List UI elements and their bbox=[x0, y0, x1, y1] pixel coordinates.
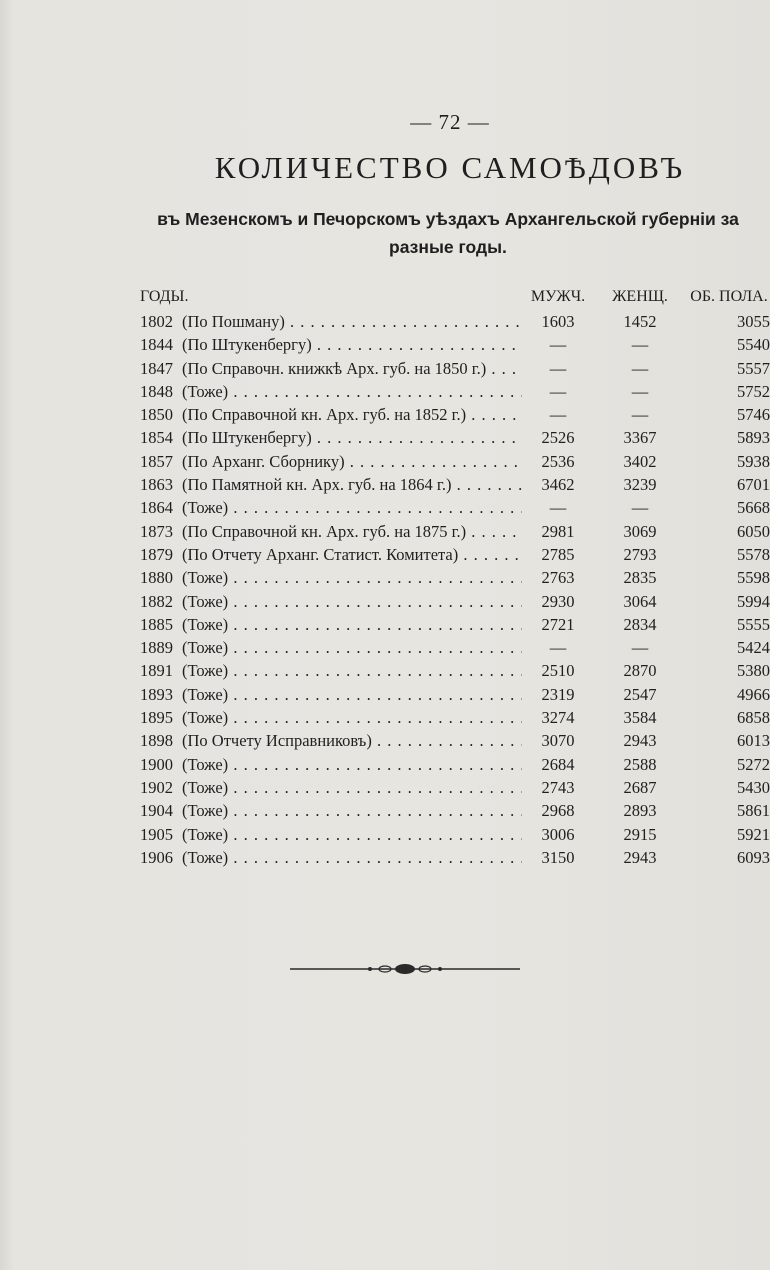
cell-total: 5430 bbox=[737, 777, 770, 797]
cell-women: 2687 bbox=[623, 777, 657, 797]
cell-source: (Тоже) . . . bbox=[182, 496, 522, 519]
cell-men: 2536 bbox=[541, 451, 575, 471]
cell-source: (Тоже) . . . bbox=[182, 566, 522, 589]
table-row bbox=[140, 473, 768, 496]
cell-women: 2915 bbox=[623, 824, 657, 844]
cell-total: 5555 bbox=[737, 614, 770, 634]
cell-total: 5938 bbox=[737, 451, 770, 471]
cell-total: 5994 bbox=[737, 591, 770, 611]
page-subtitle: въ Мезенскомъ и Печорскомъ уѣздахъ Архангельской губерніи за разные годы. bbox=[157, 209, 739, 257]
table-row bbox=[140, 426, 768, 449]
cell-men: 2930 bbox=[541, 591, 575, 611]
cell-year: 1889 bbox=[140, 638, 173, 658]
cell-year: 1880 bbox=[140, 568, 173, 588]
cell-year: 1854 bbox=[140, 428, 173, 448]
cell-men: 3150 bbox=[541, 847, 575, 867]
cell-women: 3584 bbox=[623, 708, 657, 728]
cell-women: 2835 bbox=[623, 568, 657, 588]
table-row bbox=[140, 543, 768, 566]
cell-source: (По Штукенбергу) . . . bbox=[182, 333, 522, 356]
cell-source: (Тоже) . . . bbox=[182, 706, 522, 729]
cell-source: (По Штукенбергу) . . . bbox=[182, 426, 522, 449]
cell-year: 1864 bbox=[140, 498, 173, 518]
cell-men: 2785 bbox=[541, 544, 575, 564]
cell-year: 1848 bbox=[140, 381, 173, 401]
table-row bbox=[140, 520, 768, 543]
cell-women: — bbox=[631, 358, 649, 378]
cell-source: (Тоже) . . . bbox=[182, 380, 522, 403]
cell-total: 5921 bbox=[737, 824, 770, 844]
cell-source: (Тоже) . . . bbox=[182, 613, 522, 636]
cell-source: (Тоже) . . . bbox=[182, 683, 522, 706]
table-row bbox=[140, 310, 768, 333]
cell-source: (По Арханг. Сборнику) . . . bbox=[182, 450, 522, 473]
cell-year: 1802 bbox=[140, 312, 173, 331]
page-number: — 72 — bbox=[410, 110, 490, 134]
cell-men: 3070 bbox=[541, 731, 575, 751]
table-row bbox=[140, 380, 768, 403]
cell-year: 1873 bbox=[140, 521, 173, 541]
cell-year: 1879 bbox=[140, 544, 173, 564]
cell-total: 6858 bbox=[737, 708, 770, 728]
header-year: ГОДЫ. bbox=[140, 288, 189, 305]
cell-women: 2893 bbox=[623, 801, 657, 821]
cell-men: 2743 bbox=[541, 777, 575, 797]
cell-women: — bbox=[631, 381, 649, 401]
table-row bbox=[140, 659, 768, 682]
cell-total: 6701 bbox=[737, 475, 770, 495]
cell-men: 2526 bbox=[541, 428, 575, 448]
cell-total: 4966 bbox=[737, 684, 770, 704]
cell-total: 5540 bbox=[737, 335, 770, 355]
cell-men: 2684 bbox=[541, 754, 575, 774]
cell-year: 1906 bbox=[140, 847, 173, 867]
cell-men: — bbox=[549, 358, 567, 378]
cell-women: 2793 bbox=[623, 544, 657, 564]
cell-men: — bbox=[549, 381, 567, 401]
table-row bbox=[140, 706, 768, 729]
header-men: МУЖЧ. bbox=[530, 288, 586, 305]
cell-source: (По Памятной кн. Арх. губ. на 1864 г.) . . . bbox=[182, 473, 522, 496]
cell-women: — bbox=[631, 638, 649, 658]
table-row bbox=[140, 799, 768, 822]
cell-total: 6013 bbox=[737, 731, 770, 751]
cell-women: 1452 bbox=[623, 312, 657, 331]
table-row bbox=[140, 496, 768, 519]
cell-men: — bbox=[549, 638, 567, 658]
table-row bbox=[140, 357, 768, 380]
cell-women: 3367 bbox=[623, 428, 657, 448]
table-row bbox=[140, 729, 768, 752]
table-row bbox=[140, 776, 768, 799]
cell-men: 2721 bbox=[541, 614, 575, 634]
cell-source: (Тоже) . . . bbox=[182, 823, 522, 846]
cell-women: 2588 bbox=[623, 754, 657, 774]
cell-source: (По Справочн. книжкѣ Арх. губ. на 1850 г.) . . . bbox=[182, 357, 522, 380]
cell-men: — bbox=[549, 405, 567, 425]
cell-total: 5424 bbox=[737, 638, 770, 658]
header-women: ЖЕНЩ. bbox=[612, 288, 668, 305]
table-row bbox=[140, 590, 768, 613]
cell-women: 2943 bbox=[623, 847, 657, 867]
cell-men: 3274 bbox=[541, 708, 575, 728]
cell-year: 1898 bbox=[140, 731, 173, 751]
cell-source: (Тоже) . . . bbox=[182, 636, 522, 659]
cell-women: — bbox=[631, 335, 649, 355]
cell-total: 5752 bbox=[737, 381, 770, 401]
page-title: КОЛИЧЕСТВО САМОѢДОВЪ bbox=[214, 150, 686, 185]
cell-women: — bbox=[631, 498, 649, 518]
table-row bbox=[140, 566, 768, 589]
cell-women: 3064 bbox=[623, 591, 657, 611]
cell-year: 1905 bbox=[140, 824, 173, 844]
cell-women: 2547 bbox=[623, 684, 657, 704]
cell-total: 5746 bbox=[737, 405, 770, 425]
table-body bbox=[140, 310, 768, 869]
header-total: ОБ. ПОЛА. bbox=[690, 288, 768, 305]
cell-men: — bbox=[549, 335, 567, 355]
cell-total: 5668 bbox=[737, 498, 770, 518]
cell-source: (По Отчету Арханг. Статист. Комитета) . . . bbox=[182, 543, 522, 566]
cell-women: 2834 bbox=[623, 614, 657, 634]
cell-men: 1603 bbox=[541, 312, 575, 331]
cell-total: 5557 bbox=[737, 358, 770, 378]
cell-source: (Тоже) . . . bbox=[182, 659, 522, 682]
cell-women: 2870 bbox=[623, 661, 657, 681]
cell-source: (Тоже) . . . bbox=[182, 776, 522, 799]
cell-women: 2943 bbox=[623, 731, 657, 751]
cell-year: 1895 bbox=[140, 708, 173, 728]
cell-year: 1857 bbox=[140, 451, 173, 471]
table-row bbox=[140, 333, 768, 356]
cell-total: 5272 bbox=[737, 754, 770, 774]
cell-men: 3462 bbox=[541, 475, 575, 495]
cell-year: 1891 bbox=[140, 661, 173, 681]
cell-year: 1882 bbox=[140, 591, 173, 611]
cell-year: 1902 bbox=[140, 777, 173, 797]
cell-source: (Тоже) . . . bbox=[182, 590, 522, 613]
cell-total: 5861 bbox=[737, 801, 770, 821]
cell-year: 1900 bbox=[140, 754, 173, 774]
table-row bbox=[140, 823, 768, 846]
cell-women: 3402 bbox=[623, 451, 657, 471]
cell-year: 1904 bbox=[140, 801, 173, 821]
cell-year: 1850 bbox=[140, 405, 173, 425]
table-row bbox=[140, 403, 768, 426]
cell-men: — bbox=[549, 498, 567, 518]
cell-total: 5578 bbox=[737, 544, 770, 564]
cell-source: (Тоже) . . . bbox=[182, 846, 522, 869]
cell-total: 5598 bbox=[737, 568, 770, 588]
cell-total: 6050 bbox=[737, 521, 770, 541]
table-row bbox=[140, 683, 768, 706]
cell-total: 5380 bbox=[737, 661, 770, 681]
cell-total: 6093 bbox=[737, 847, 770, 867]
ornament-divider bbox=[290, 962, 520, 976]
cell-year: 1863 bbox=[140, 475, 173, 495]
cell-men: 3006 bbox=[541, 824, 575, 844]
cell-source: (По Справочной кн. Арх. губ. на 1852 г.) . . . bbox=[182, 403, 522, 426]
cell-source: (По Отчету Исправниковъ) . . . bbox=[182, 729, 522, 752]
cell-men: 2763 bbox=[541, 568, 575, 588]
cell-source: (По Справочной кн. Арх. губ. на 1875 г.) . . . bbox=[182, 520, 522, 543]
cell-women: 3239 bbox=[623, 475, 657, 495]
cell-men: 2510 bbox=[541, 661, 575, 681]
cell-year: 1893 bbox=[140, 684, 173, 704]
cell-total: 5893 bbox=[737, 428, 770, 448]
table-row bbox=[140, 613, 768, 636]
table-row bbox=[140, 846, 768, 869]
table-row bbox=[140, 753, 768, 776]
cell-source: (Тоже) . . . bbox=[182, 799, 522, 822]
cell-year: 1885 bbox=[140, 614, 173, 634]
cell-women: 3069 bbox=[623, 521, 657, 541]
cell-source: (По Пошману) . . . bbox=[182, 310, 522, 333]
cell-total: 3055 bbox=[737, 312, 770, 331]
cell-year: 1844 bbox=[140, 335, 173, 355]
table-row bbox=[140, 636, 768, 659]
cell-source: (Тоже) . . . bbox=[182, 753, 522, 776]
cell-women: — bbox=[631, 405, 649, 425]
cell-men: 2981 bbox=[541, 521, 575, 541]
table-header bbox=[140, 288, 768, 310]
cell-year: 1847 bbox=[140, 358, 173, 378]
cell-men: 2319 bbox=[541, 684, 575, 704]
table-row bbox=[140, 450, 768, 473]
cell-men: 2968 bbox=[541, 801, 575, 821]
